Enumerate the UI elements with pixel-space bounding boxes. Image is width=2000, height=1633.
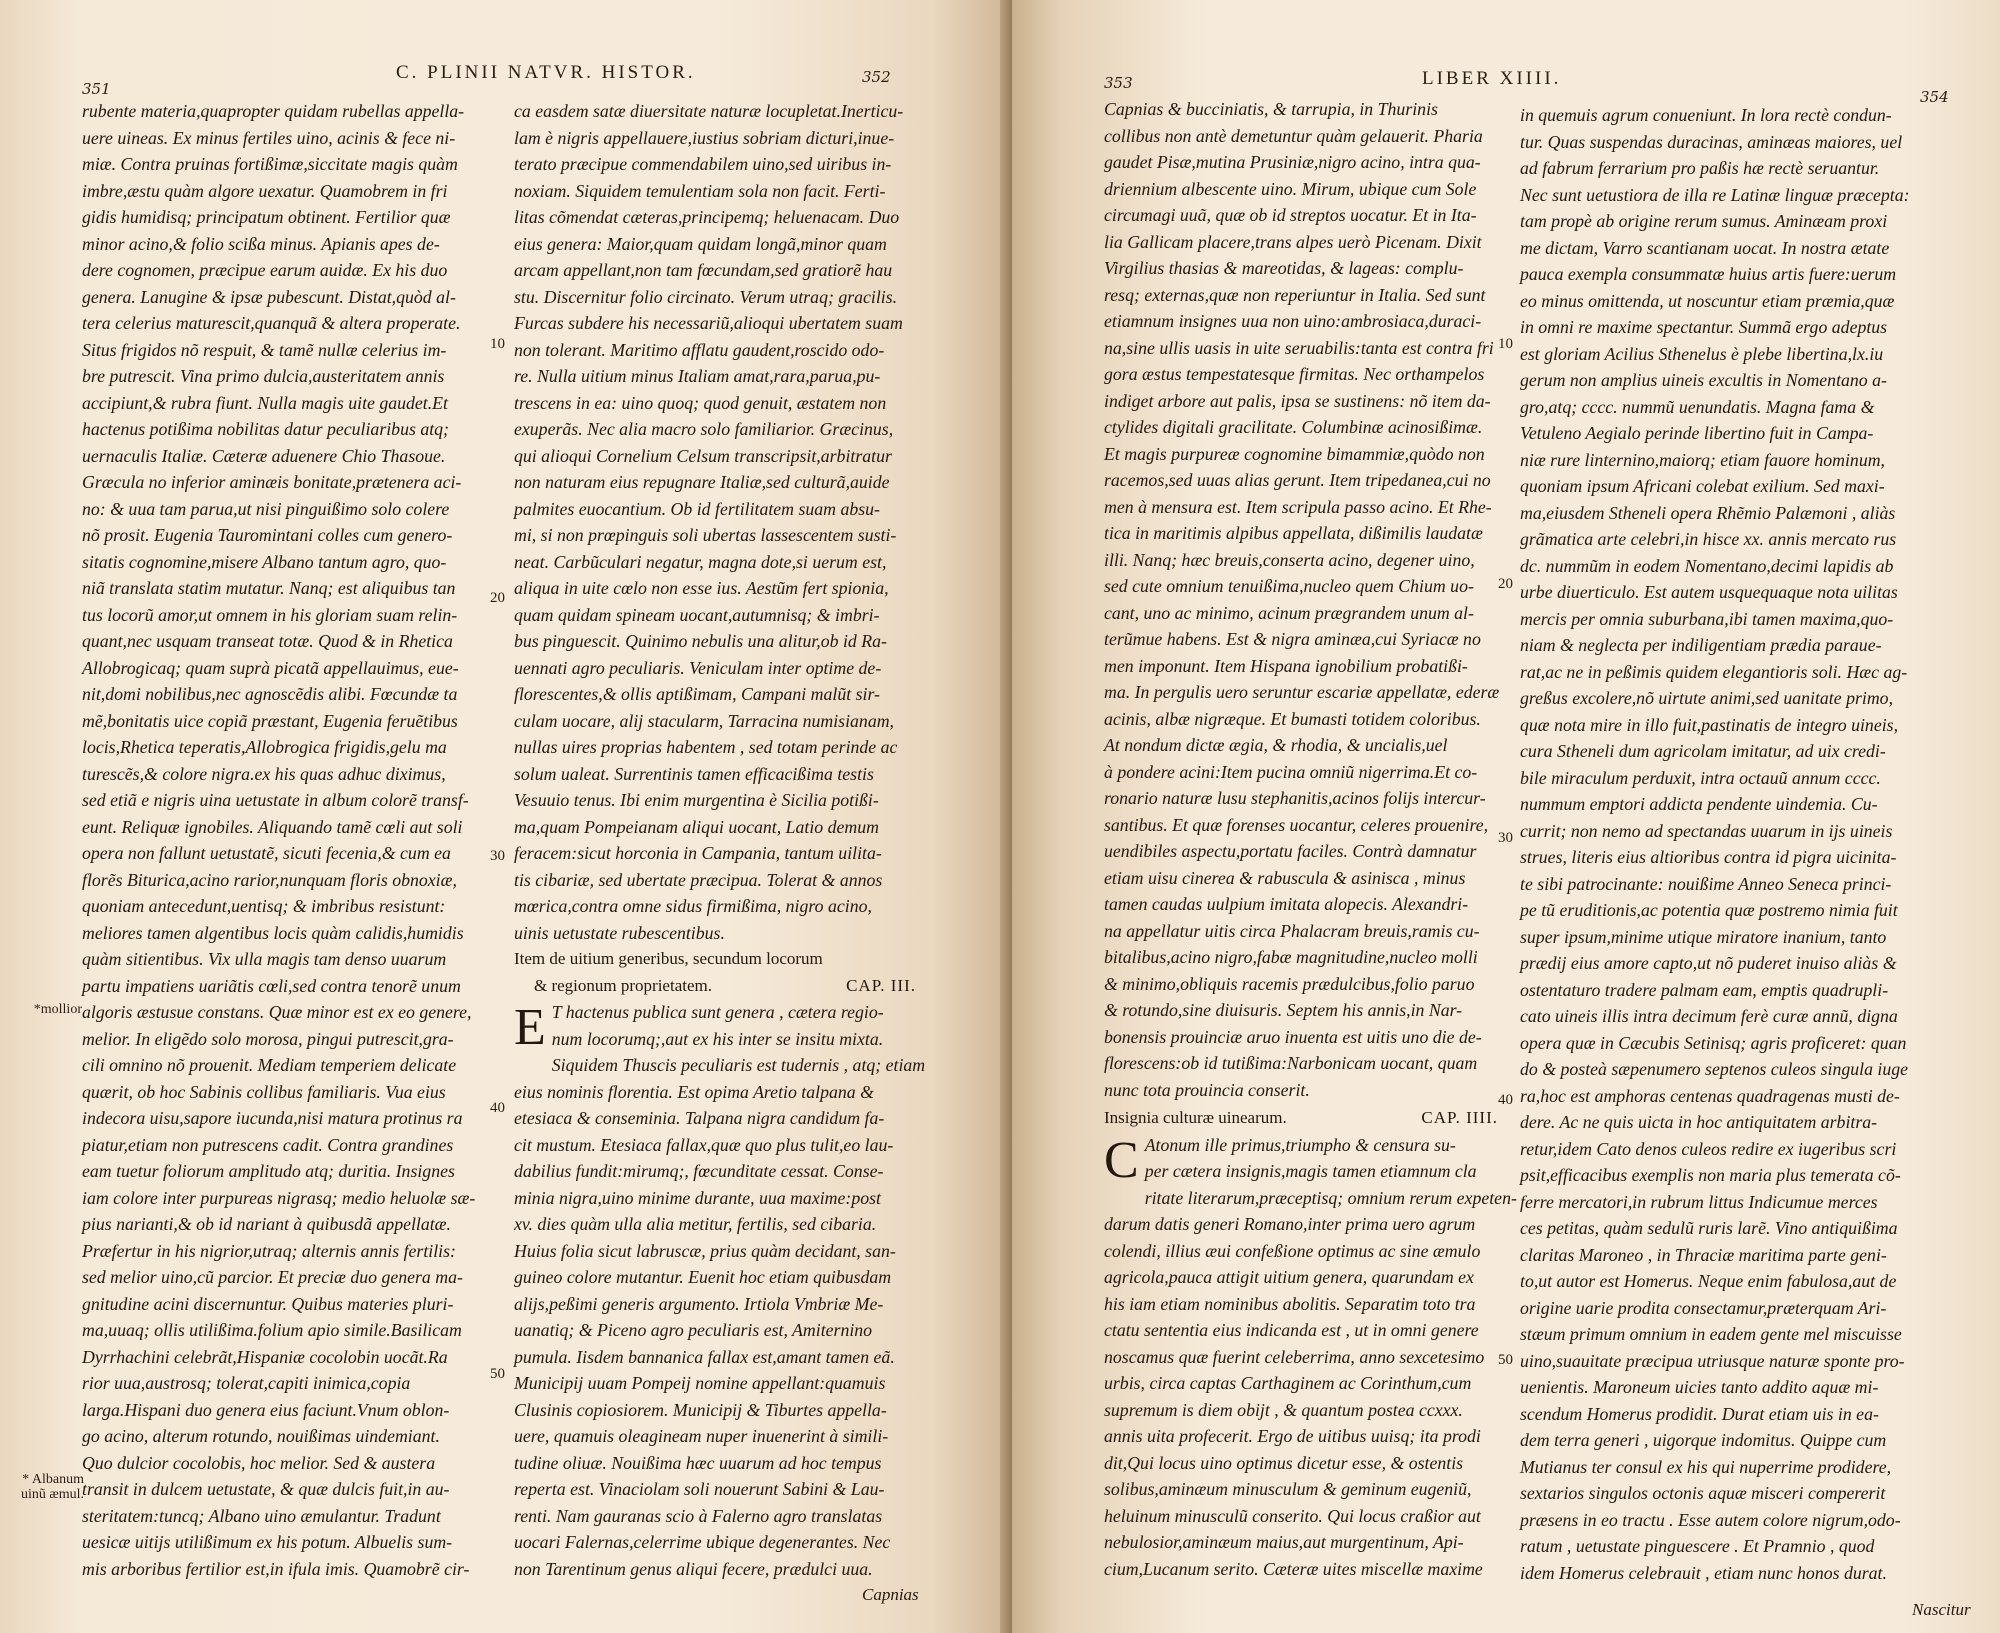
folio-353: 353: [1104, 74, 1133, 92]
text-line: quam quidam spineam uocant,autumnisq; & imbri-: [514, 604, 880, 625]
text-line: quàm sitientibus. Vix ulla magis tam denso uuarum: [82, 949, 447, 969]
text-line: steritatem:tuncq; Albano uino æmulantur. Tradunt: [82, 1505, 441, 1526]
drop-cap-e: E: [514, 999, 546, 1056]
text-line: his iam etiam nominibus abolitis. Separatim toto tra: [1104, 1293, 1476, 1314]
text-line: gora æstus tempestatesque firmitas. Nec orthampelos: [1104, 364, 1485, 384]
line-number: 40: [490, 1100, 505, 1116]
text-line: melior. In eligẽdo solo morosa, pingui putrescit,gra-: [82, 1028, 454, 1049]
text-line: Furcas subdere his necessariũ,alioqui ubertatem suam: [514, 313, 903, 333]
text-line: bonensis prouinciæ aruo inuenta est uitis uno die de-: [1104, 1026, 1482, 1047]
text-line: Vesuuio tenus. Ibi enim murgentina è Sicilia potißi-: [514, 790, 879, 810]
drop-cap-c: C: [1104, 1131, 1139, 1189]
margin-note-albanum: [18, 1472, 84, 1502]
text-line: ma. In pergulis uero seruntur escariæ appellatæ, ederæ: [1104, 682, 1500, 702]
text-line: grãmatica arte celebri,in hisce xx. annis mercato rus: [1520, 529, 1897, 549]
text-line: quærit, ob hoc Sabinis collibus familiaris. Vua eius: [82, 1081, 446, 1102]
chapter-3-title: Item de uitium generibus, secundum locorum: [514, 949, 823, 968]
text-line: tamen caudas uulpium imitata alopecis. Alexandri-: [1104, 894, 1469, 914]
text-line: nullas uires proprias habentem , sed totam perinde ac: [514, 737, 898, 757]
text-line: rat,ac ne in peßimis quidem elegantioris soli. Hæc ag-: [1520, 661, 1908, 682]
text-line: uanatiq; & Piceno agro peculiaris est, Amiternino: [514, 1320, 873, 1340]
text-line: uesicæ uitijs utilißimum ex his potum. Albuelis sum-: [82, 1532, 453, 1552]
text-line: non tolerant. Maritimo afflatu gaudent,roscido odo-: [514, 339, 885, 360]
text-line: eius genera: Maior,quam quidam longã,minor quam: [514, 233, 887, 254]
text-line: Atonum ille primus,triumpho & censura su-: [1144, 1134, 1456, 1155]
text-line: mẽ,bonitatis uice copiã præstant, Eugenia feruẽtibus: [82, 710, 458, 731]
text-line: ratum , uetustate pinguescere . Et Pramnio , quod: [1520, 1536, 1875, 1556]
text-line: dc. nummũm in eodem Nomentano,decimi lapidis ab: [1520, 555, 1894, 576]
text-line: dere. Ac ne quis uicta in hoc antiquitatem arbitra-: [1520, 1112, 1878, 1132]
text-line: cato uineis illis intra decimum ferè curæ annũ, digna: [1520, 1006, 1898, 1026]
margin-note-mollior: *mollior: [33, 1002, 82, 1017]
text-line: à pondere acini:Item pucina omniũ nigerrima.Et co-: [1104, 761, 1478, 782]
text-line: Situs frigidos nõ respuit, & tamẽ nullæ celerius im-: [82, 339, 447, 360]
text-line: niæ rure linternino,maiorq; etiam fauore hominum,: [1520, 449, 1885, 470]
text-line: na appellatur uitis circa Phalacram breuis,ramis cu-: [1104, 920, 1480, 941]
text-line: etiamnum insignes uua non uino:ambrosiaca,duraci-: [1104, 311, 1482, 331]
text-line: tudine oliuæ. Nouißima hæc uuarum ad hoc tempus: [514, 1452, 882, 1473]
text-line: exuperãs. Nec alia macro solo familiarior. Græcinus,: [514, 419, 894, 439]
text-line: supremum is diem obijt , & quantum postea ccxxx.: [1104, 1399, 1463, 1420]
text-line: prædij eius amore capto,ut nõ puderet inuiso aliàs &: [1520, 953, 1897, 973]
text-line: num locorumq;,aut ex his inter se insitu mixta.: [551, 1028, 884, 1049]
text-line: tus locorũ amor,ut omnem in his gloriam suam relin-: [82, 604, 458, 625]
text-line: tam propè ab origine rerum sumus. Aminæam proxi: [1520, 211, 1888, 231]
text-line: non naturam eius repugnare Italiæ,sed culturã,auide: [514, 472, 890, 492]
text-line: greßus excolere,nõ uirtute animi,sed uanitate primo,: [1520, 688, 1894, 708]
text-line: colendi, illius æui confeßione optimus ac sine æmulo: [1104, 1240, 1481, 1261]
text-line: iam colore inter purpureas nigrasq; medio heluolæ sæ-: [82, 1187, 476, 1208]
text-line: culam uocare, alij stacularm, Tarracina numisianam,: [514, 710, 894, 731]
text-line: indecora uisu,sapore iucunda,nisi matura protinus ra: [82, 1108, 463, 1128]
text-line: solum ualeat. Surrentinis tamen efficacißima testis: [514, 763, 874, 784]
text-line: origine uarie prodita consectamur,præterquam Ari-: [1520, 1297, 1887, 1318]
line-number: 50: [490, 1366, 505, 1382]
text-line: racemos,sed uuas alias gerunt. Item tripedanea,cui no: [1104, 470, 1491, 490]
text-line: meliores tamen algentibus locis quàm calidis,humidis: [82, 922, 464, 943]
text-line: gaudet Pisæ,mutina Prusiniæ,nigro acino, intra qua-: [1104, 152, 1481, 172]
chapter-4-heading: [1104, 1105, 1504, 1132]
text-line: ostentaturo tradere palmam eam, emptis quadrupli-: [1520, 979, 1889, 1000]
line-number: 40: [1498, 1092, 1513, 1108]
text-line: Præfertur in his nigrior,utraq; alternis annis fertilis:: [82, 1240, 456, 1261]
text-line: mis arboribus fertilior est,in ifula imis. Quamobrẽ cir-: [82, 1558, 470, 1579]
text-line: imbre,æstu quàm algore uexatur. Quamobrem in fri: [82, 180, 448, 201]
text-line: tica in maritimis alpibus appellata, dißimilis laudatæ: [1104, 523, 1483, 543]
text-line: dit,Qui locus uino optimus dicetur esse, & ostentis: [1104, 1452, 1464, 1473]
text-line: Vetuleno Aegialo perinde libertino fuit in Campa-: [1520, 423, 1874, 443]
text-line: nummum emptori addicta pendente uindemia. Cu-: [1520, 794, 1878, 814]
text-line: per cætera insignis,magis tamen etiamnum cla: [1144, 1161, 1477, 1181]
text-line: niam & neglecta per indiligentiam prædia paraue-: [1520, 635, 1882, 655]
text-line: locis,Rhetica teperatis,Allobrogica frigidis,gelu ma: [82, 737, 447, 757]
catchword-left: Capnias: [862, 1585, 919, 1604]
left-column-2: [514, 98, 926, 1582]
text-line: ritate literarum,præceptisq; omnium rerum expeten-: [1144, 1187, 1517, 1208]
text-line: Et magis purpureæ cognomine bimammiæ,quòdo non: [1104, 443, 1485, 464]
text-line: ra,hoc est amphoras centenas quadragenas musti de-: [1520, 1085, 1900, 1106]
text-line: opera non fallunt uetustatẽ, sicuti fecenia,& cum ea: [82, 843, 451, 863]
text-line: illi. Nanq; hæc breuis,conserta acino, degener uino,: [1104, 549, 1475, 570]
text-line: qui alioqui Cornelium Celsum transcripsit,arbitratur: [514, 445, 892, 466]
text-line: strues, literis eius altioribus contra id pigra uicinita-: [1520, 847, 1897, 867]
right-column-2: [1520, 102, 1960, 1586]
text-line: rubente materia,quapropter quidam rubellas appella-: [82, 101, 465, 121]
margin-note-line: * Albanum: [22, 1472, 84, 1487]
text-line: aliqua in uite cœlo non esse ius. Aestũm fert spionia,: [514, 578, 889, 598]
text-line: Græcula no inferior aminæis bonitate,prætenera aci-: [82, 472, 462, 492]
text-line: men à mensura est. Item scripula passo acino. Et Rhe-: [1104, 496, 1492, 517]
text-line: sed cute omnium tenuißima,nucleo quem Chium uo-: [1104, 576, 1474, 596]
text-line: Dyrrhachini celebrãt,Hispaniæ cocolobin uocãt.Ra: [82, 1346, 448, 1367]
text-line: terũmue habens. Est & nigra aminæa,cui Syriacæ no: [1104, 629, 1481, 649]
text-line: uere uineas. Ex minus fertiles uino, acinis & fece ni-: [82, 127, 456, 148]
text-line: dabilius fundit:mirumq;, fœcunditate cessat. Conse-: [514, 1161, 884, 1181]
chapter-4-title: Insignia culturæ uinearum.: [1104, 1108, 1287, 1127]
text-line: indiget arbore aut palis, ipsa se sustinens: nõ item da-: [1104, 390, 1491, 411]
folio-352: 352: [862, 68, 891, 86]
text-line: pe tũ eruditionis,ac potentia quæ postremo nimia fuit: [1520, 900, 1898, 920]
text-line: terato præcipue commendabilem uino,sed uiribus in-: [514, 154, 892, 174]
text-line: scendum Homerus prodidit. Durat etiam uis in ea-: [1520, 1403, 1879, 1424]
text-line: cant, uno ac minimo, acinum prægrandem unum al-: [1104, 602, 1474, 623]
folio-354: 354: [1920, 88, 1949, 106]
text-line: nõ prosit. Eugenia Tauromintani colles cum genero-: [82, 525, 453, 545]
text-line: rior uua,austrosq; tolerat,capiti inimica,copia: [82, 1373, 411, 1393]
text-line: in quemuis agrum conueniunt. In lora rectè condun-: [1520, 105, 1892, 125]
text-line: quoniam antecedunt,uentisq; & imbribus resistunt:: [82, 896, 446, 916]
text-line: darum datis generi Romano,inter prima uero agrum: [1104, 1214, 1476, 1234]
text-line: no: & uua tam parua,ut nisi pinguißimo solo colere: [82, 498, 450, 519]
text-line: mi, si non prœpinguis soli ubertas lassescentem susti-: [514, 525, 897, 545]
text-line: ma,uuaq; ollis utilißima.folium apio simile.Basilicam: [82, 1320, 462, 1340]
text-line: eunt. Reliquæ ignobiles. Aliquando tamẽ cœli aut soli: [82, 816, 463, 837]
text-line: dere cognomen, præcipue earum auidæ. Ex his duo: [82, 260, 448, 280]
text-line: alijs,peßimi generis argumento. Irtiola Vmbriæ Me-: [514, 1293, 884, 1314]
text-line: Capnias & bucciniatis, & tarrupia, in Thurinis: [1104, 99, 1438, 119]
running-head-right: LIBER XIIII.: [1422, 68, 1562, 89]
folio-351: 351: [82, 80, 111, 98]
line-number: 50: [1498, 1352, 1513, 1368]
text-line: driennium albescente uino. Mirum, ubique cum Sole: [1104, 178, 1477, 199]
text-line: bus pinguescit. Quinimo nebulis una alitur,ob id Ra-: [514, 631, 887, 651]
text-line: mœrica,contra omne sidus firmißima, nigro acino,: [514, 896, 872, 916]
text-line: litas cõmendat cæteras,principemq; heluenacam. Duo: [514, 207, 900, 227]
text-line: re. Nulla uitium minus Italiam amat,rara,parua,pu-: [514, 366, 881, 386]
line-number: 20: [1498, 576, 1513, 592]
text-line: tera celerius maturescit,quanquã & altera properate.: [82, 313, 461, 333]
text-line: santibus. Et quæ forenses uocantur, celeres prouenire,: [1104, 814, 1489, 835]
text-line: bre putrescit. Vina primo dulcia,austeritatem annis: [82, 366, 445, 386]
text-line: eius nominis florentia. Est opima Aretio talpana &: [514, 1081, 874, 1102]
text-line: cium,Lucanum serito. Cæteræ uites miscellæ maxime: [1104, 1558, 1483, 1579]
text-line: florẽs Biturica,acino rarior,nunquam floris obnoxiæ,: [82, 869, 457, 890]
text-line: algoris æstusue constans. Quæ minor est ex eo genere,: [82, 1002, 472, 1022]
text-line: solibus,aminæum minusculum & geminum eugeniũ,: [1104, 1479, 1472, 1499]
text-line: eo minus omittenda, ut noscuntur etiam præmia,quæ: [1520, 290, 1895, 311]
text-line: sextarios singulos octonis aquæ misceri compererit: [1520, 1483, 1886, 1503]
text-line: xv. dies quàm ulla alia metitur, fertilis, sed cibaria.: [514, 1214, 877, 1234]
text-line: & minimo,obliquis racemis prædulcibus,folio paruo: [1104, 973, 1475, 994]
text-line: Virgilius thasias & mareotidas, & lageas: complu-: [1104, 258, 1464, 278]
text-line: uernaculis Italiæ. Cæteræ aduenere Chio Thasoue.: [82, 445, 446, 466]
text-line: T hactenus publica sunt genera , cætera regio-: [551, 1002, 884, 1022]
text-line: bitalibus,acino nigro,fabæ magnitudine,nucleo molli: [1104, 947, 1478, 967]
text-line: nit,domi nobilibus,nec agnoscẽdis alibi. Fœcundæ ta: [82, 684, 458, 704]
text-line: gidis humidisq; principatum obtinent. Fertilior quæ: [82, 207, 451, 227]
text-line: cit mustum. Etesiaca fallax,quæ quo plus tulit,eo lau-: [514, 1134, 894, 1155]
text-line: florescentes,& ollis aptißimam, Campani malũt sir-: [514, 684, 880, 704]
text-line: partu impatiens uariãtis cœli,sed contra tenorẽ unum: [82, 975, 461, 996]
text-line: me dictam, Varro scantianam uocat. In nostra ætate: [1520, 237, 1890, 258]
text-line: reperta est. Vinaciolam soli nouerunt Sabini & Lau-: [514, 1479, 885, 1499]
text-line: ronario naturæ lusu stephanitis,acinos folijs intercur-: [1104, 788, 1486, 808]
text-line: bile miraculum perduxit, intra octauũ annum cccc.: [1520, 767, 1881, 788]
text-line: ca easdem satæ diuersitate naturæ locupletat.Inerticu-: [514, 101, 904, 121]
text-line: non Tarentinum genus aliqui fecere, prædulci uua.: [514, 1558, 873, 1579]
text-line: gnitudine acini discernuntur. Quibus materies pluri-: [82, 1293, 454, 1314]
text-line: pumula. Iisdem bannanica fallax est,amant tamen eã.: [514, 1346, 895, 1367]
text-line: guineo colore mutantur. Euenit hoc etiam quibusdam: [514, 1267, 892, 1287]
text-line: eam tuetur foliorum amplitudo atq; duritia. Insignes: [82, 1161, 455, 1181]
text-line: ma,eiusdem Stheneli opera Rhẽmio Palæmoni , aliàs: [1520, 502, 1896, 523]
text-line: quoniam ipsum Africani colebat exilium. Sed maxi-: [1520, 476, 1885, 496]
text-line: tis cibariæ, sed ubertate præcipua. Tolerat & annos: [514, 869, 883, 890]
text-line: hactenus potißima nobilitas datur peculiaribus atq;: [82, 419, 449, 439]
text-line: nebulosior,aminæum maius,aut murgentinum, Api-: [1104, 1532, 1464, 1552]
text-line: pius narianti,& ob id nariant à quibusdã appellatæ.: [82, 1214, 451, 1234]
text-line: feracem:sicut horconia in Campania, tantum uilita-: [514, 843, 882, 863]
text-line: turescẽs,& colore nigra.ex his quas adhuc diximus,: [82, 763, 446, 784]
text-line: te sibi patrocinante: nouißime Anneo Seneca princi-: [1520, 873, 1892, 894]
text-line: agricola,pauca attigit uitium genera, quarundam ex: [1104, 1267, 1474, 1287]
text-line: neat. Carbũculari negatur, magna dote,si uerum est,: [514, 551, 887, 572]
text-line: go acino, alterum rotundo, nouißimas uindemiant.: [82, 1426, 440, 1446]
text-line: Huius folia sicut labruscæ, prius quàm decidant, san-: [514, 1240, 896, 1261]
text-line: Allobrogicaq; quam suprà picatã appellauimus, eue-: [82, 657, 459, 678]
text-line: resq; externas,quæ non reperiuntur in Italia. Sed sunt: [1104, 284, 1486, 305]
line-number: 30: [490, 848, 505, 864]
text-line: larga.Hispani duo genera eius faciunt.Vnum oblon-: [82, 1399, 450, 1420]
text-line: urbe diuerticulo. Est autem usquequaque nota uilitas: [1520, 582, 1898, 602]
text-line: claritas Maroneo , in Thraciæ maritima parte geni-: [1520, 1244, 1887, 1265]
chapter-3-heading: [514, 973, 922, 1000]
margin-note-line: uinũ æmul.: [20, 1487, 84, 1502]
text-line: genera. Lanugine & ipsæ pubescunt. Distat,quòd al-: [82, 286, 456, 307]
chapter-3-title-cont: & regionum proprietatem.: [534, 975, 712, 995]
line-number: 30: [1498, 830, 1513, 846]
chapter-4-label: CAP. IIII.: [1421, 1108, 1498, 1127]
text-line: ad fabrum ferrarium pro paßis hæ rectè seruantur.: [1520, 158, 1880, 178]
text-line: do & posteà sæpenumero septenos culeos singula iuge: [1520, 1059, 1909, 1079]
text-line: uendibiles aspectu,portatu faciles. Contrà damnatur: [1104, 841, 1477, 861]
text-line: minia nigra,uino minime durante, uua maxime:post: [514, 1187, 881, 1208]
text-line: na,sine ullis uasis in uite seruabilis:tanta est contra fri: [1104, 337, 1494, 358]
text-line: ctatu sententia eius indicanda est , ut in omni genere: [1104, 1320, 1479, 1340]
text-line: palmites euocantium. Ob id fertilitatem suam absu-: [514, 498, 880, 519]
text-line: renti. Nam gauranas scio à Falerno agro translatas: [514, 1505, 883, 1526]
text-line: etesiaca & conseminia. Talpana nigra candidum fa-: [514, 1108, 885, 1128]
text-line: transit in dulcem uetustate, & quæ dulcis fuit,in au-: [82, 1479, 450, 1499]
text-line: noxiam. Siquidem temulentiam sola non facit. Ferti-: [514, 180, 886, 201]
line-number: 10: [1498, 336, 1513, 352]
text-line: idem Homerus celebrauit , etiam nunc honos durat.: [1520, 1562, 1887, 1583]
text-line: niã translata statim mutatur. Nanq; est aliquibus tan: [82, 578, 456, 598]
text-line: & rotundo,sine diuisuris. Septem his annis,in Nar-: [1104, 1000, 1463, 1020]
text-line: Municipij uuam Pompeij nomine appellant:quamuis: [514, 1373, 886, 1393]
text-line: sed melior uino,cũ parcior. Et preciæ duo genera ma-: [82, 1267, 463, 1287]
text-line: cura Stheneli dum agricolam imitatur, ad uix credi-: [1520, 741, 1886, 761]
text-line: psit,efficacibus exemplis non maria plus temerata cõ-: [1520, 1165, 1901, 1185]
text-line: piatur,etiam non putrescens cadit. Contra grandines: [82, 1134, 454, 1155]
right-page: [1012, 0, 2000, 1633]
text-line: ces petitas, quàm sedulũ ruris larẽ. Vino antiquißima: [1520, 1218, 1898, 1238]
text-line: uino,suauitate præcipua utriusque naturæ sponte pro-: [1520, 1350, 1905, 1371]
text-line: lia Gallicam placere,trans alpes uerò Picenam. Dixit: [1104, 231, 1482, 252]
catchword-right: Nascitur: [1912, 1600, 1971, 1619]
text-line: acinis, albæ nigræque. Et bumasti totidem coloribus.: [1104, 708, 1481, 729]
text-line: uennati agro peculiaris. Veniculam inter optime de-: [514, 657, 882, 678]
text-line: quant,nec usquam transeat totæ. Quod & in Rhetica: [82, 631, 453, 651]
text-line: florescens:ob id tutißima:Narbonicam uocant, quam: [1104, 1053, 1478, 1073]
chapter-3-label: CAP. III.: [846, 975, 916, 995]
text-line: opera quæ in Cæcubis Setinisq; agris proficeret: quan: [1520, 1032, 1907, 1053]
text-line: heluinum minusculũ conserito. Qui locus craßior aut: [1104, 1505, 1481, 1526]
line-number: 10: [490, 336, 505, 352]
text-line: uinis uetustate rubescentibus.: [514, 922, 725, 943]
text-line: gerum non amplius uineis excultis in Nomentano a-: [1520, 370, 1887, 390]
text-line: etiam uisu cinerea & rabuscula & asinisca , minus: [1104, 867, 1466, 888]
text-line: pauca exempla consummatæ huius artis fuere:uerum: [1520, 264, 1897, 284]
text-line: mercis per omnia suburbana,ibi tamen maxima,quo-: [1520, 608, 1894, 629]
text-line: dem terra generi , uigorque indomitus. Quippe cum: [1520, 1430, 1887, 1450]
text-line: Quo dulcior cocolobis, hoc melior. Sed & austera: [82, 1452, 436, 1473]
text-line: nunc tota prouincia conserit.: [1104, 1079, 1310, 1100]
text-line: super ipsum,minime utique miratore inanium, tanto: [1520, 926, 1887, 947]
text-line: miæ. Contra pruinas fortißimæ,siccitate magis quàm: [82, 154, 458, 174]
text-line: est gloriam Acilius Sthenelus è plebe libertina,lx.iu: [1520, 343, 1884, 364]
text-line: uocari Falernas,celerrime ubique degenerantes. Nec: [514, 1532, 891, 1552]
text-line: stæum primum omnium in eadem gente mel miscuisse: [1520, 1324, 1902, 1344]
text-line: uere, quamuis oleagineam nuper inuenerint à simili-: [514, 1426, 889, 1446]
text-line: in omni re maxime spectantur. Summã ergo adeptus: [1520, 317, 1888, 337]
line-number: 20: [490, 590, 505, 606]
text-line: cili omnino nõ prouenit. Mediam temperiem delicate: [82, 1055, 457, 1075]
text-line: At nondum dictæ ægia, & rhodia, & uncialis,uel: [1104, 735, 1448, 755]
text-line: to,ut autor est Homerus. Neque enim fabulosa,aut de: [1520, 1271, 1897, 1291]
text-line: ma,quam Pompeianam aliqui uocant, Latio demum: [514, 816, 879, 837]
text-line: urbis, circa captas Carthaginem ac Corinthum,cum: [1104, 1373, 1472, 1393]
text-line: accipiunt,& rubra fiunt. Nulla magis uite gaudet.Et: [82, 392, 448, 413]
text-line: ctylides digitali gracilitate. Columbinæ acinosißimæ.: [1104, 417, 1483, 437]
text-line: uenientis. Maroneum uicies tanto addito aquæ mi-: [1520, 1377, 1879, 1397]
text-line: arcam appellant,non tam fœcundam,sed gratiorẽ hau: [514, 260, 893, 280]
text-line: tur. Quas suspendas duracinas, aminæas maiores, uel: [1520, 131, 1903, 152]
text-line: noscamus quæ fuerint celeberrima, anno sexcetesimo: [1104, 1346, 1485, 1367]
text-line: sitatis cognomine,misere Albano tantum agro, quo-: [82, 551, 447, 572]
text-line: sed etiã e nigris uina uetustate in album colorẽ transf-: [82, 790, 469, 810]
text-line: minor acino,& folio scißa minus. Apianis apes de-: [82, 233, 440, 254]
text-line: stu. Discernitur folio circinato. Verum utraq; gracilis.: [514, 286, 898, 307]
text-line: Siquidem Thuscis peculiaris est tudernis , atq; etiam: [551, 1055, 926, 1075]
text-line: gro,atq; cccc. nummũ uenundatis. Magna fama &: [1520, 396, 1875, 417]
text-line: trescens in ea: uino quoq; quod genuit, æstatem non: [514, 392, 887, 413]
text-line: collibus non antè demetuntur quàm gelauerit. Pharia: [1104, 125, 1483, 146]
text-line: lam è nigris appellauere,iustius sobriam dicturi,inue-: [514, 127, 895, 148]
text-line: quæ nota mire in illo fuit,pastinatis de integro uineis,: [1520, 714, 1899, 735]
running-head-left: C. PLINII NATVR. HISTOR.: [396, 62, 696, 83]
text-line: Nec sunt uetustiora de illa re Latinæ linguæ præcepta:: [1520, 184, 1910, 205]
text-line: annis uita profecerit. Ergo de uitibus uuisq; ita prodi: [1104, 1426, 1481, 1446]
text-line: Mutianus ter consul ex his qui nuperrime prodidere,: [1520, 1456, 1892, 1477]
text-line: men imponunt. Item Hispana ignobilium probatißi-: [1104, 655, 1468, 676]
text-line: Clusinis copiosiorem. Municipij & Tiburtes appella-: [514, 1399, 887, 1420]
text-line: ferre mercatori,in rubrum littus Indicumue merces: [1520, 1191, 1878, 1212]
text-line: præsens in eo tractu . Esse autem colore nigrum,odo-: [1520, 1509, 1901, 1530]
text-line: currit; non nemo ad spectandas uuarum in ijs uineis: [1520, 820, 1893, 841]
left-column-1: [82, 98, 492, 1582]
text-line: retur,idem Cato denos culeos redire ex iugeribus scri: [1520, 1138, 1897, 1159]
text-line: circumagi uuã, quæ ob id streptos uocatur. Et in Ita-: [1104, 205, 1477, 225]
